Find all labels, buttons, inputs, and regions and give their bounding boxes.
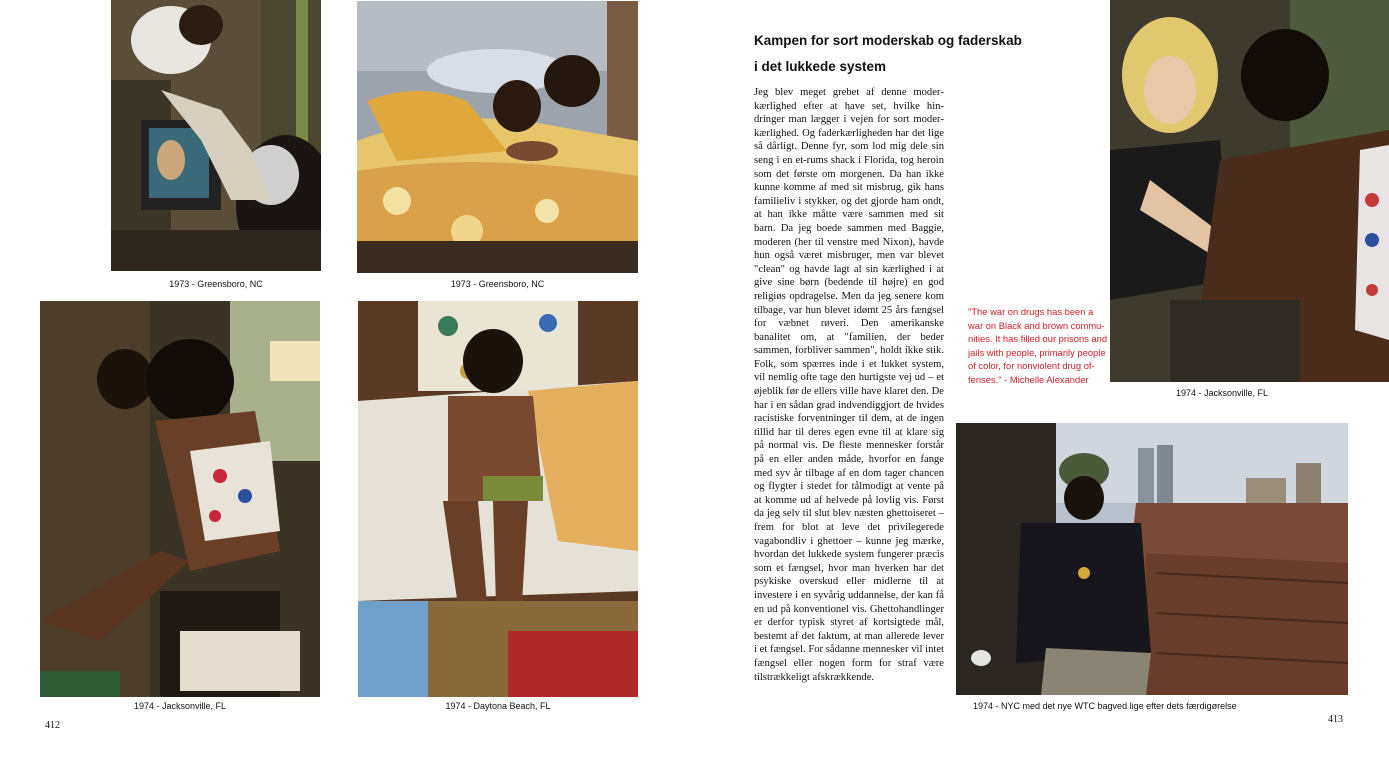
caption-photo6: 1974 - NYC med det nye WTC bagved lige efter dets færdigørelse bbox=[973, 701, 1237, 711]
photo-greensboro-children-praying bbox=[357, 1, 638, 273]
article-title bbox=[754, 28, 1084, 80]
page-number-left: 412 bbox=[45, 720, 60, 731]
article-title-line1: Kampen for sort moderskab og faderskab bbox=[754, 33, 1022, 48]
article-body: Jeg blev meget grebet af denne moderkærlighed efter at have set, hvilke hindringer man lægger i vejen for sort moderkærlighed. Og faderkærligheden har det lige så dårligt. Denne fyr, som lod mig dele sin seng i en et-rums shack i Florida, tog heroin som det første om morgenen. Da han ikke kunne komme af med sit misbrug, gik hans familieliv i stykker, og det gjorde ham ondt, at han ikke måtte være sammen med sit barn. Da jeg boede sammen med Baggie, moderen (her til venstre med Nixon), havde hun også været misbruger, men var blevet "clean" og havde lagt al sin kærlighed i at give sine børn (bedende til højre) en god religiøs opdragelse. Men da jeg senere kom tilbage, var hun blevet idømt 25 års fængsel for væbnet røveri. Den amerikanske banalitet om, at "familien, der beder sammen, forbliver sammen", holdt ikke stik. Folk, som spærres inde i et lukket system, vil nemlig ofte tage den hurtigste vej ud – et øjeblik før de ellers ville have klaret den. De har i en sådan grad indvendiggjort de hvides racistiske forventninger til dem, at de ingen tillid har til deres egen evne til at klare sig på normal vis. De fleste mennesker forstår på en eller anden måde, hvorfor en fange med syv år tilbage af en dom tager chancen og flygter i stedet for tålmodigt at vente på at komme ud af helvede på lovlig vis. Først da jeg selv til slut blev næsten ghettoiseret – frem for blot at leve det privilegerede vagabondliv i ghettoer – kunne jeg mærke, hvordan det lukkede system fungerer præcis som et fængsel, hvor man hverken har det psykiske overskud eller midlerne til at investere i en syvårig uddannelse, der kan få en ud på konventionel vis. Ghettohandlinger er derfor typisk styret af kortsigtede mål, bestemt af det faktum, at man allerede lever i et fængsel. For sådanne mennesker vil intet fængsel eller nogen form for straf være tilstrækkeligt afskrækkende. bbox=[754, 87, 944, 683]
caption-photo5: 1974 - Jacksonville, FL bbox=[1175, 388, 1269, 398]
pull-quote: "The war on drugs has been a war on Black and brown communities. It has filled our prisons and jails with people, primarily people of color, for nonviolent drug offenses." - Michelle Alexander bbox=[968, 306, 1108, 385]
page-number-right: 413 bbox=[1328, 714, 1343, 725]
photo-greensboro-father-baby bbox=[111, 0, 321, 271]
caption-photo1: 1973 - Greensboro, NC bbox=[169, 279, 263, 289]
photo-jacksonville-two-men bbox=[40, 301, 320, 697]
caption-photo4: 1974 - Daytona Beach, FL bbox=[445, 701, 551, 711]
photo-nyc-rooftop-wtc bbox=[956, 423, 1348, 695]
photo-jacksonville-couple bbox=[1110, 0, 1389, 382]
photo-daytona-man-on-bed bbox=[358, 301, 638, 697]
caption-photo2: 1973 - Greensboro, NC bbox=[450, 279, 545, 289]
article-title-line2: i det lukkede system bbox=[754, 59, 887, 74]
caption-photo3: 1974 - Jacksonville, FL bbox=[133, 701, 227, 711]
